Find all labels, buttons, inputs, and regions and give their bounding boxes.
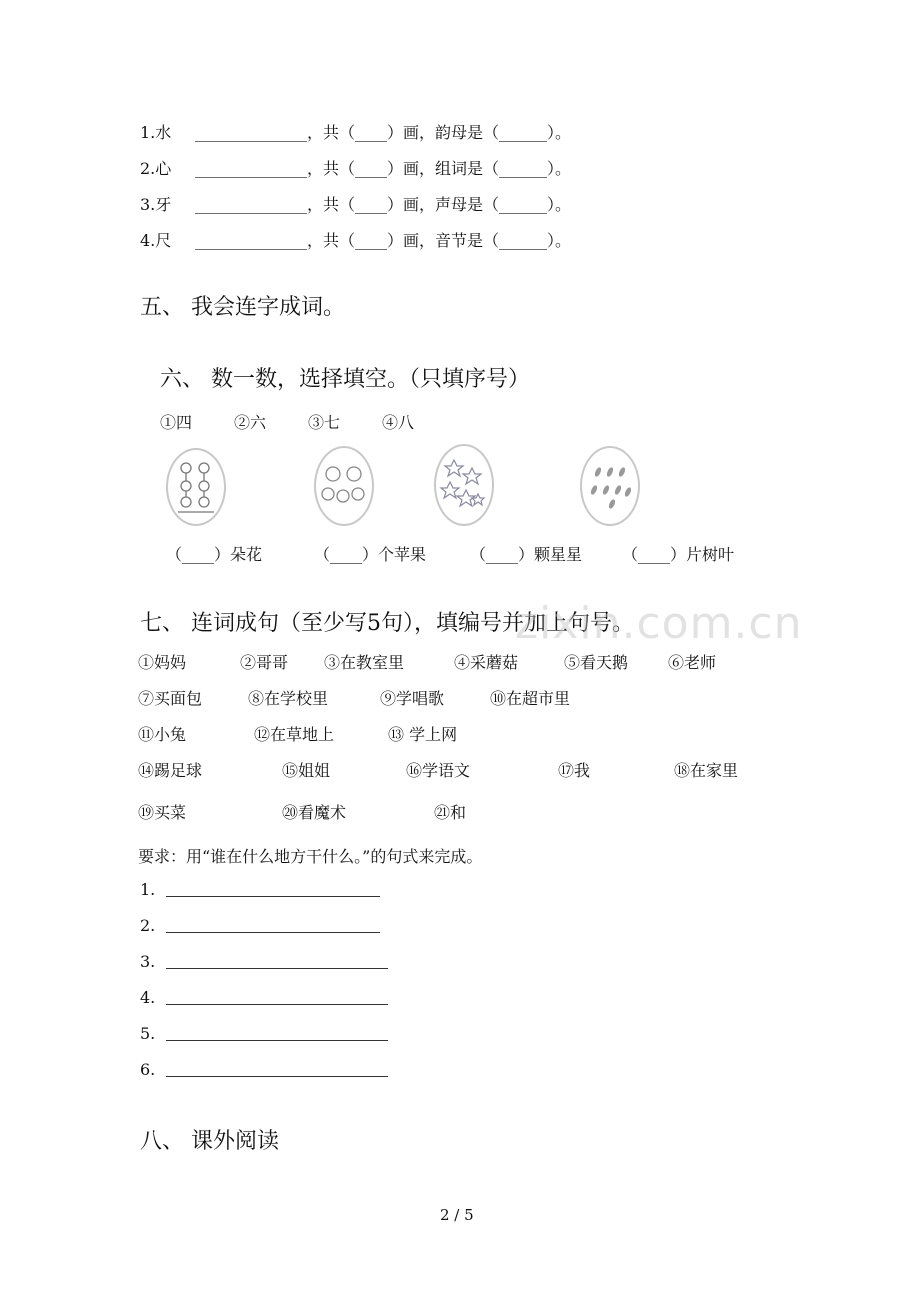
word-item: ⑫在草地上 — [254, 725, 335, 744]
row-4-body — [195, 228, 571, 251]
answer-line[interactable] — [166, 1076, 388, 1077]
row-char: 心 — [155, 159, 172, 178]
answer-line[interactable] — [166, 1040, 388, 1041]
text: ，共（ — [307, 159, 356, 178]
section8-title: 八、 课外阅读 — [140, 1129, 279, 1154]
word-item: ㉑和 — [434, 803, 467, 822]
section5-title: 五、 我会连字成词。 — [140, 295, 345, 320]
answer-line-number: 6. — [140, 1060, 156, 1079]
text: ）画，韵母是（ — [387, 123, 500, 142]
row-char: 尺 — [155, 231, 172, 250]
word-item: ⑨学唱歌 — [380, 689, 445, 708]
word-item: ⑲买菜 — [138, 803, 187, 822]
page-number: 2 / 5 — [440, 1206, 474, 1224]
word-item: ②哥哥 — [240, 653, 289, 672]
text: ）。 — [547, 195, 572, 214]
word-item: ⑤看天鹅 — [564, 653, 629, 672]
row-number: 4. — [140, 231, 156, 250]
row-2-body — [195, 156, 571, 179]
star-icon — [434, 444, 494, 526]
leaf-icon — [580, 446, 640, 526]
word-item: ⑰我 — [558, 761, 591, 780]
word-item: ⑬ 学上网 — [388, 725, 458, 744]
answer-line-number: 3. — [140, 952, 156, 971]
section7-title: 七、 连词成句（至少写5句），填编号并加上句号。 — [140, 611, 634, 636]
answer-line-number: 5. — [140, 1024, 156, 1043]
answer-line[interactable] — [166, 968, 388, 969]
answer-line[interactable] — [166, 896, 380, 897]
row-number: 3. — [140, 195, 156, 214]
row-3-body — [195, 192, 571, 215]
blank-short[interactable]: ____ — [355, 159, 388, 178]
word-item: ⑱在家里 — [674, 761, 739, 780]
option-2: ②六 — [234, 413, 267, 432]
word-item: ④采蘑菇 — [454, 653, 519, 672]
text: ）。 — [547, 159, 572, 178]
text: ）画，声母是（ — [387, 195, 500, 214]
blank-short[interactable]: ____ — [355, 231, 388, 250]
answer-flowers[interactable]: （____）朵花 — [166, 545, 263, 564]
blank-long[interactable]: ______________ — [195, 195, 307, 214]
word-item: ⑭踢足球 — [138, 761, 203, 780]
blank-short[interactable]: ____ — [355, 195, 388, 214]
text: ）画，音节是（ — [387, 231, 500, 250]
answer-line-number: 2. — [140, 916, 156, 935]
blank-medium[interactable]: ______ — [499, 195, 548, 214]
row-1-body — [195, 120, 571, 143]
word-item: ⑧在学校里 — [248, 689, 329, 708]
option-1: ①四 — [160, 413, 193, 432]
text: ）。 — [547, 123, 572, 142]
blank-short[interactable]: ____ — [355, 123, 388, 142]
word-item: ①妈妈 — [138, 653, 187, 672]
word-item: ⑮姐姐 — [282, 761, 331, 780]
text: ）。 — [547, 231, 572, 250]
blank-medium[interactable]: ______ — [499, 159, 548, 178]
answer-apples[interactable]: （____）个苹果 — [314, 545, 427, 564]
apple-icon — [314, 446, 374, 526]
answer-stars[interactable]: （____）颗星星 — [470, 545, 583, 564]
text: ，共（ — [307, 195, 356, 214]
word-item: ⑩在超市里 — [490, 689, 571, 708]
blank-long[interactable]: ______________ — [195, 231, 307, 250]
blank-long[interactable]: ______________ — [195, 159, 307, 178]
answer-line-number: 1. — [140, 880, 156, 899]
watermark: zixin.com.cn — [515, 598, 803, 649]
answer-line[interactable] — [166, 932, 380, 933]
row-1 — [140, 120, 171, 143]
option-3: ③七 — [308, 413, 341, 432]
row-char: 牙 — [155, 195, 172, 214]
requirement-text: 要求：用“谁在什么地方干什么。”的句式来完成。 — [138, 847, 483, 866]
answer-leaves[interactable]: （____）片树叶 — [622, 545, 735, 564]
row-2 — [140, 156, 171, 179]
blank-medium[interactable]: ______ — [499, 123, 548, 142]
word-item: ⑪小兔 — [138, 725, 187, 744]
row-char: 水 — [155, 123, 172, 142]
word-item: ⑦买面包 — [138, 689, 203, 708]
section6-title: 六、 数一数，选择填空。（只填序号） — [160, 367, 530, 392]
blank-long[interactable]: ______________ — [195, 123, 307, 142]
option-4: ④八 — [382, 413, 415, 432]
word-item: ⑥老师 — [668, 653, 717, 672]
word-item: ⑯学语文 — [406, 761, 471, 780]
text: ，共（ — [307, 123, 356, 142]
word-item: ⑳看魔术 — [282, 803, 347, 822]
row-number: 1. — [140, 123, 156, 142]
row-3 — [140, 192, 171, 215]
row-number: 2. — [140, 159, 156, 178]
answer-line-number: 4. — [140, 988, 156, 1007]
text: ）画，组词是（ — [387, 159, 500, 178]
flower-icon — [166, 448, 226, 526]
row-4 — [140, 228, 171, 251]
word-item: ③在教室里 — [324, 653, 405, 672]
blank-medium[interactable]: ______ — [499, 231, 548, 250]
answer-line[interactable] — [166, 1004, 388, 1005]
text: ，共（ — [307, 231, 356, 250]
